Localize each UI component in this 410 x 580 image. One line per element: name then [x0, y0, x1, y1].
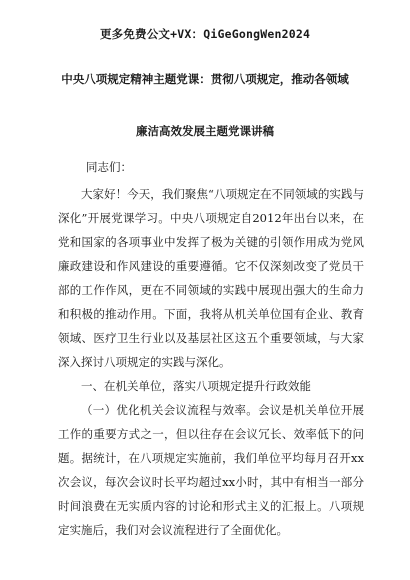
document-title-line-2: 廉洁高效发展主题党课讲稿 [136, 124, 274, 138]
promo-banner: 更多免费公文+VX：QiGeGongWen2024 [99, 27, 311, 41]
paragraph-section-1-1: （一）优化机关会议流程与效率。会议是机关单位开展工作的重要方式之一，但以往存在会议冗长、效率低下的问题。据统计，在八项规定实施前，我们单位平均每月召开xx次会议，每次会议时长平均超过xx小时，其中有相当一部分时间浪费在无实质内容的讨论和形式主义的汇报上。八项规定实施后，我们对会议流程进行了全面优化。 [58, 403, 364, 537]
paragraph-intro: 大家好！今天，我们聚焦“八项规定在不同领域的实践与深化”开展党课学习。中央八项规定自2012年出台以来，在党和国家的各项事业中发挥了极为关键的引领作用成为党风廉政建设和作风建设的重要遵循。它不仅深刻改变了党员干部的工作作风，更在不同领域的实践中展现出强大的生命力和积极的推动作用。下面，我将从机关单位国有企业、教育领域、医疗卫生行业以及基层社区这五个重要领域，与大家深入探讨八项规定的实践与深化。 [58, 187, 364, 369]
document-body [58, 158, 364, 542]
document-title-line-1: 中央八项规定精神主题党课：贯彻八项规定，推动各领域 [61, 72, 349, 86]
section-heading-1: 一、在机关单位，落实八项规定提升行政效能 [81, 379, 311, 393]
salutation: 同志们： [86, 160, 132, 174]
